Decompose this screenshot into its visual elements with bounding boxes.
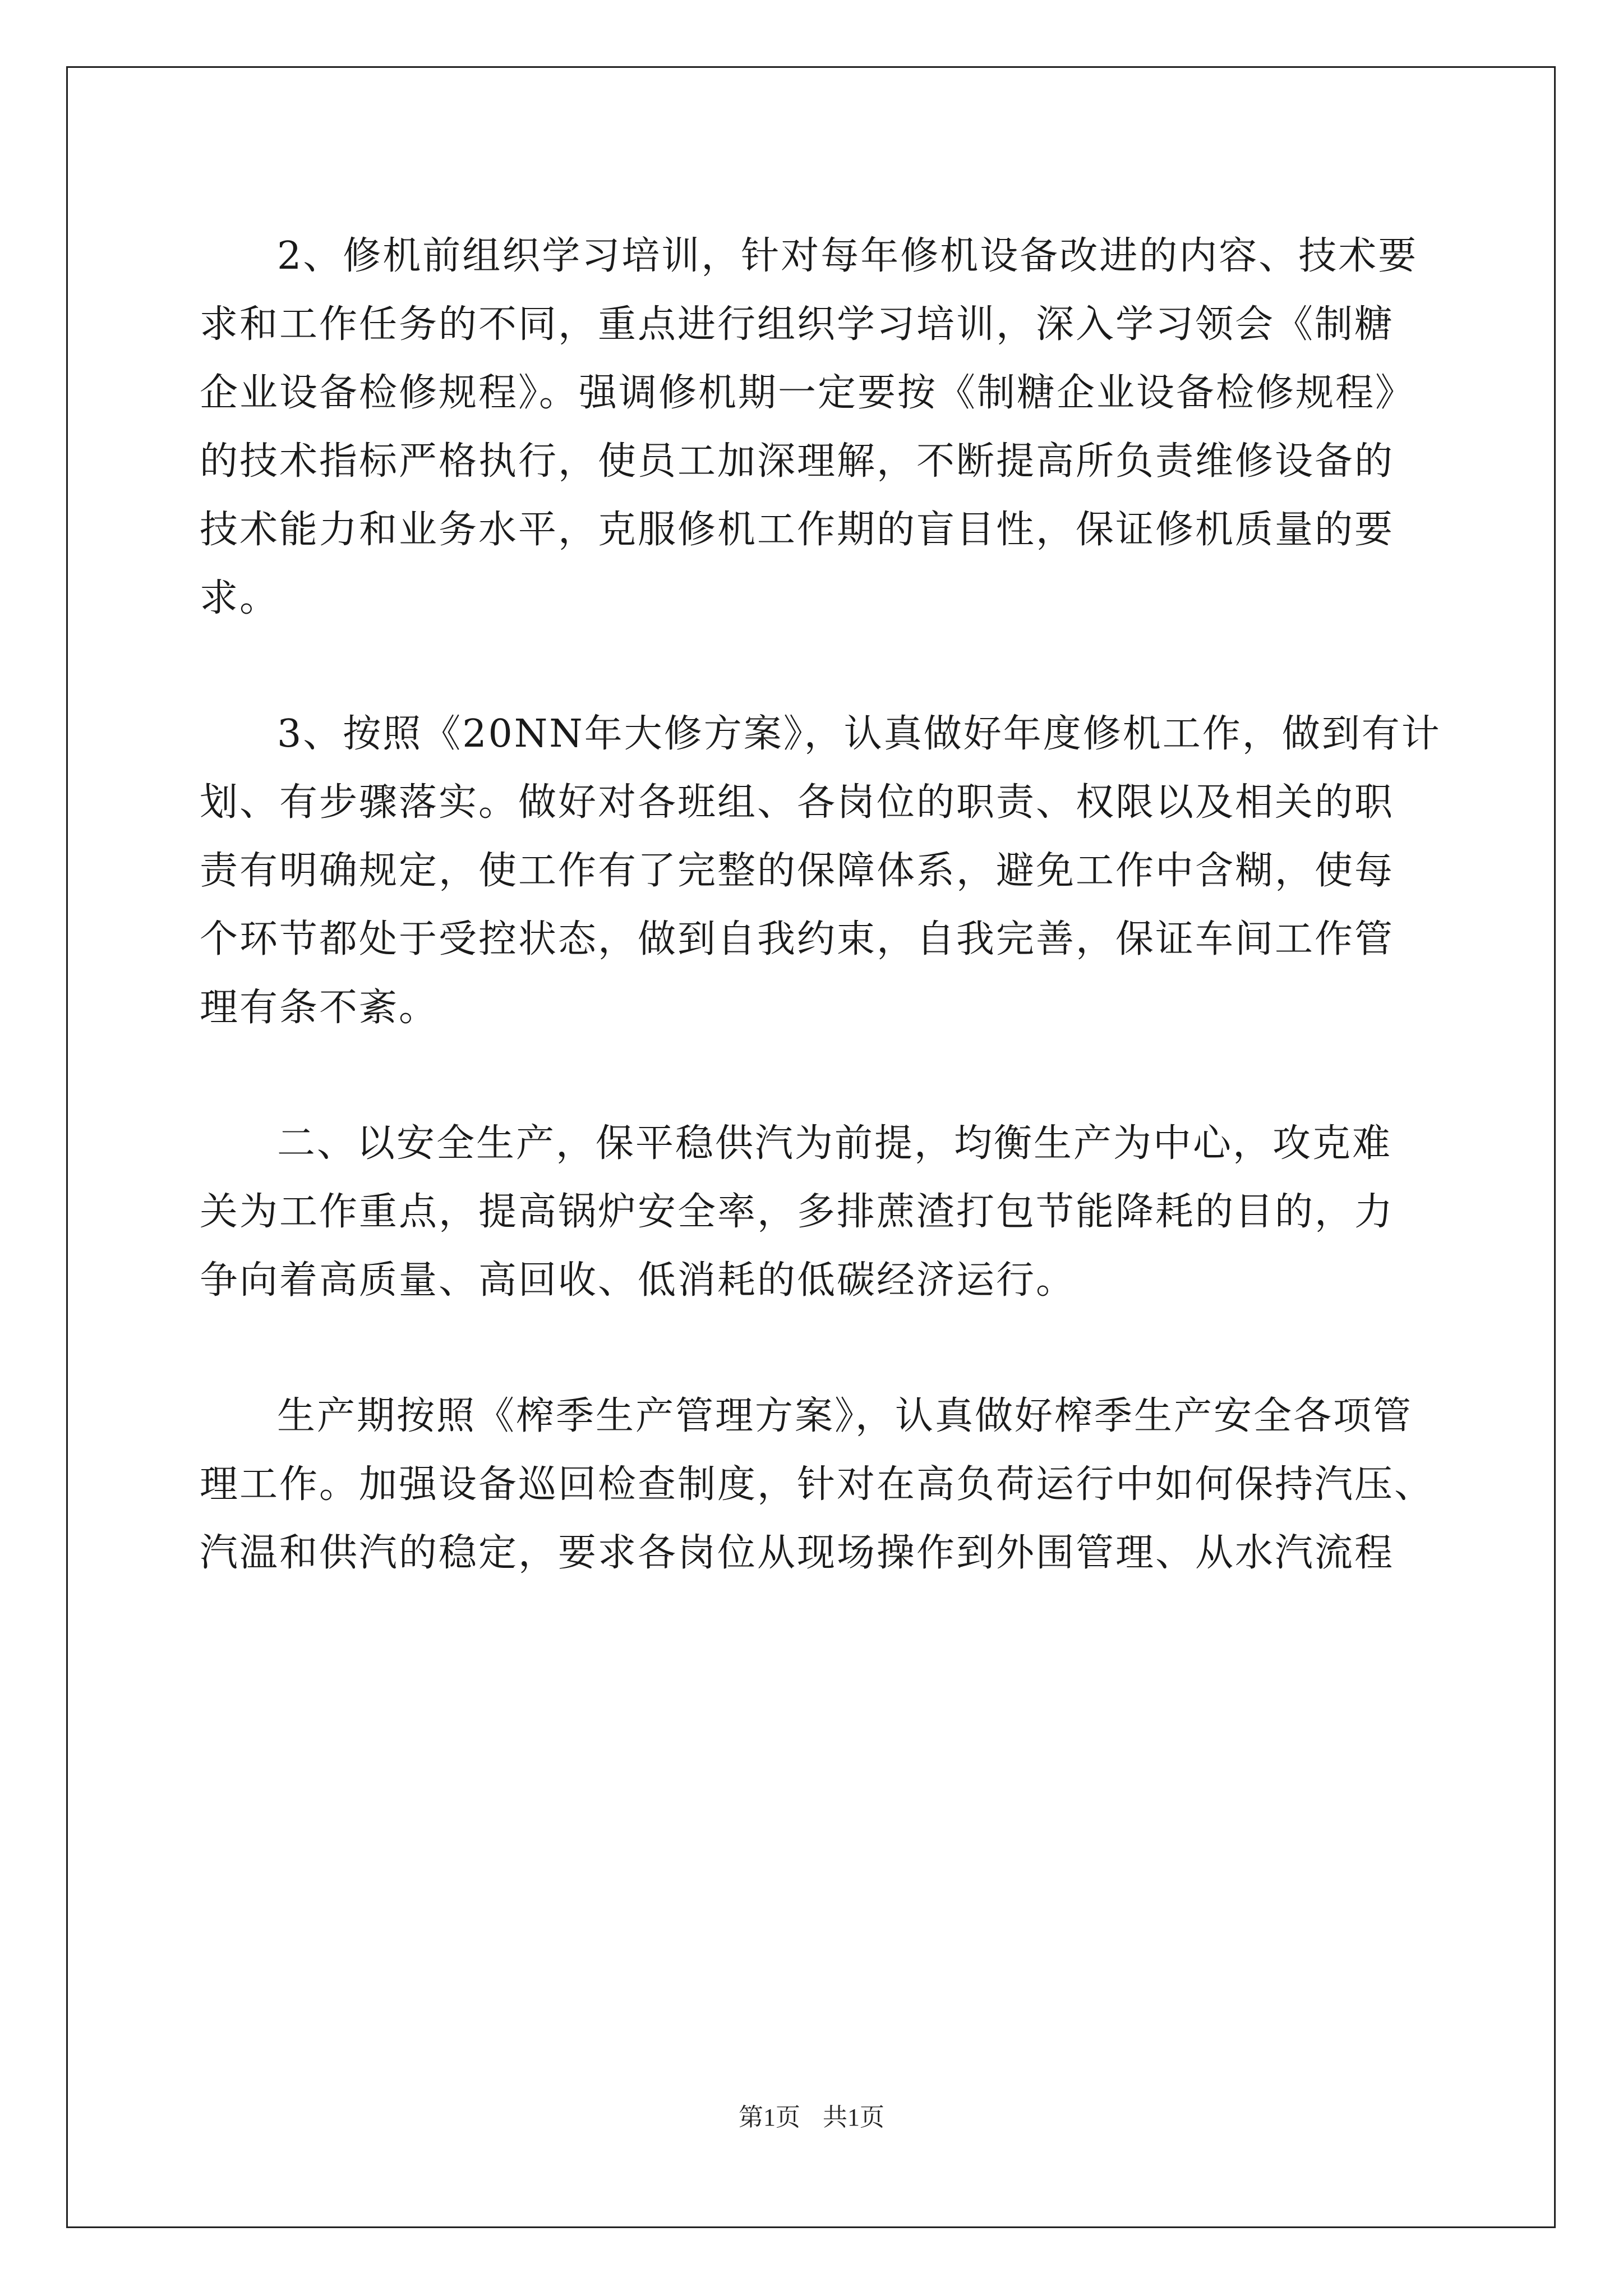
text-line: 关为工作重点，提高锅炉安全率，多排蔗渣打包节能降耗的目的，力 — [200, 1190, 1395, 1234]
paragraph-safety-production — [200, 1110, 1435, 1315]
paragraph-production-period — [200, 1382, 1435, 1588]
text-line: 3、按照《20NN年大修方案》，认真做好年度修机工作，做到有计 — [277, 712, 1441, 756]
page-total: 共1页 — [823, 2104, 884, 2131]
text-line: 求和工作任务的不同，重点进行组织学习培训，深入学习领会《制糖 — [200, 302, 1395, 347]
paragraph-training — [200, 222, 1435, 633]
text-line: 2、修机前组织学习培训，针对每年修机设备改进的内容、技术要 — [277, 234, 1418, 278]
page-footer — [0, 2097, 1623, 2133]
text-line: 的技术指标严格执行，使员工加深理解，不断提高所负责维修设备的 — [200, 439, 1395, 484]
text-line: 争向着高质量、高回收、低消耗的低碳经济运行。 — [200, 1258, 1076, 1303]
text-line: 企业设备检修规程》。强调修机期一定要按《制糖企业设备检修规程》 — [200, 371, 1415, 415]
text-line: 划、有步骤落实。做好对各班组、各岗位的职责、权限以及相关的职 — [200, 780, 1395, 825]
text-line: 求。 — [200, 576, 280, 620]
text-line: 生产期按照《榨季生产管理方案》，认真做好榨季生产安全各项管 — [277, 1394, 1413, 1438]
text-line: 汽温和供汽的稳定，要求各岗位从现场操作到外围管理、从水汽流程 — [200, 1531, 1395, 1575]
text-line: 理有条不紊。 — [200, 986, 439, 1030]
text-line: 技术能力和业务水平，克服修机工作期的盲目性，保证修机质量的要 — [200, 508, 1395, 552]
text-line: 个环节都处于受控状态，做到自我约束，自我完善，保证车间工作管 — [200, 917, 1395, 961]
text-line: 理工作。加强设备巡回检查制度，针对在高负荷运行中如何保持汽压、 — [200, 1462, 1435, 1507]
page-number: 第1页 — [739, 2104, 800, 2131]
paragraph-overhaul-plan — [200, 700, 1441, 1042]
text-line: 二、以安全生产，保平稳供汽为前提，均衡生产为中心，攻克难 — [277, 1121, 1393, 1166]
text-line: 责有明确规定，使工作有了完整的保障体系，避免工作中含糊，使每 — [200, 849, 1395, 893]
document-body — [200, 222, 1441, 1588]
